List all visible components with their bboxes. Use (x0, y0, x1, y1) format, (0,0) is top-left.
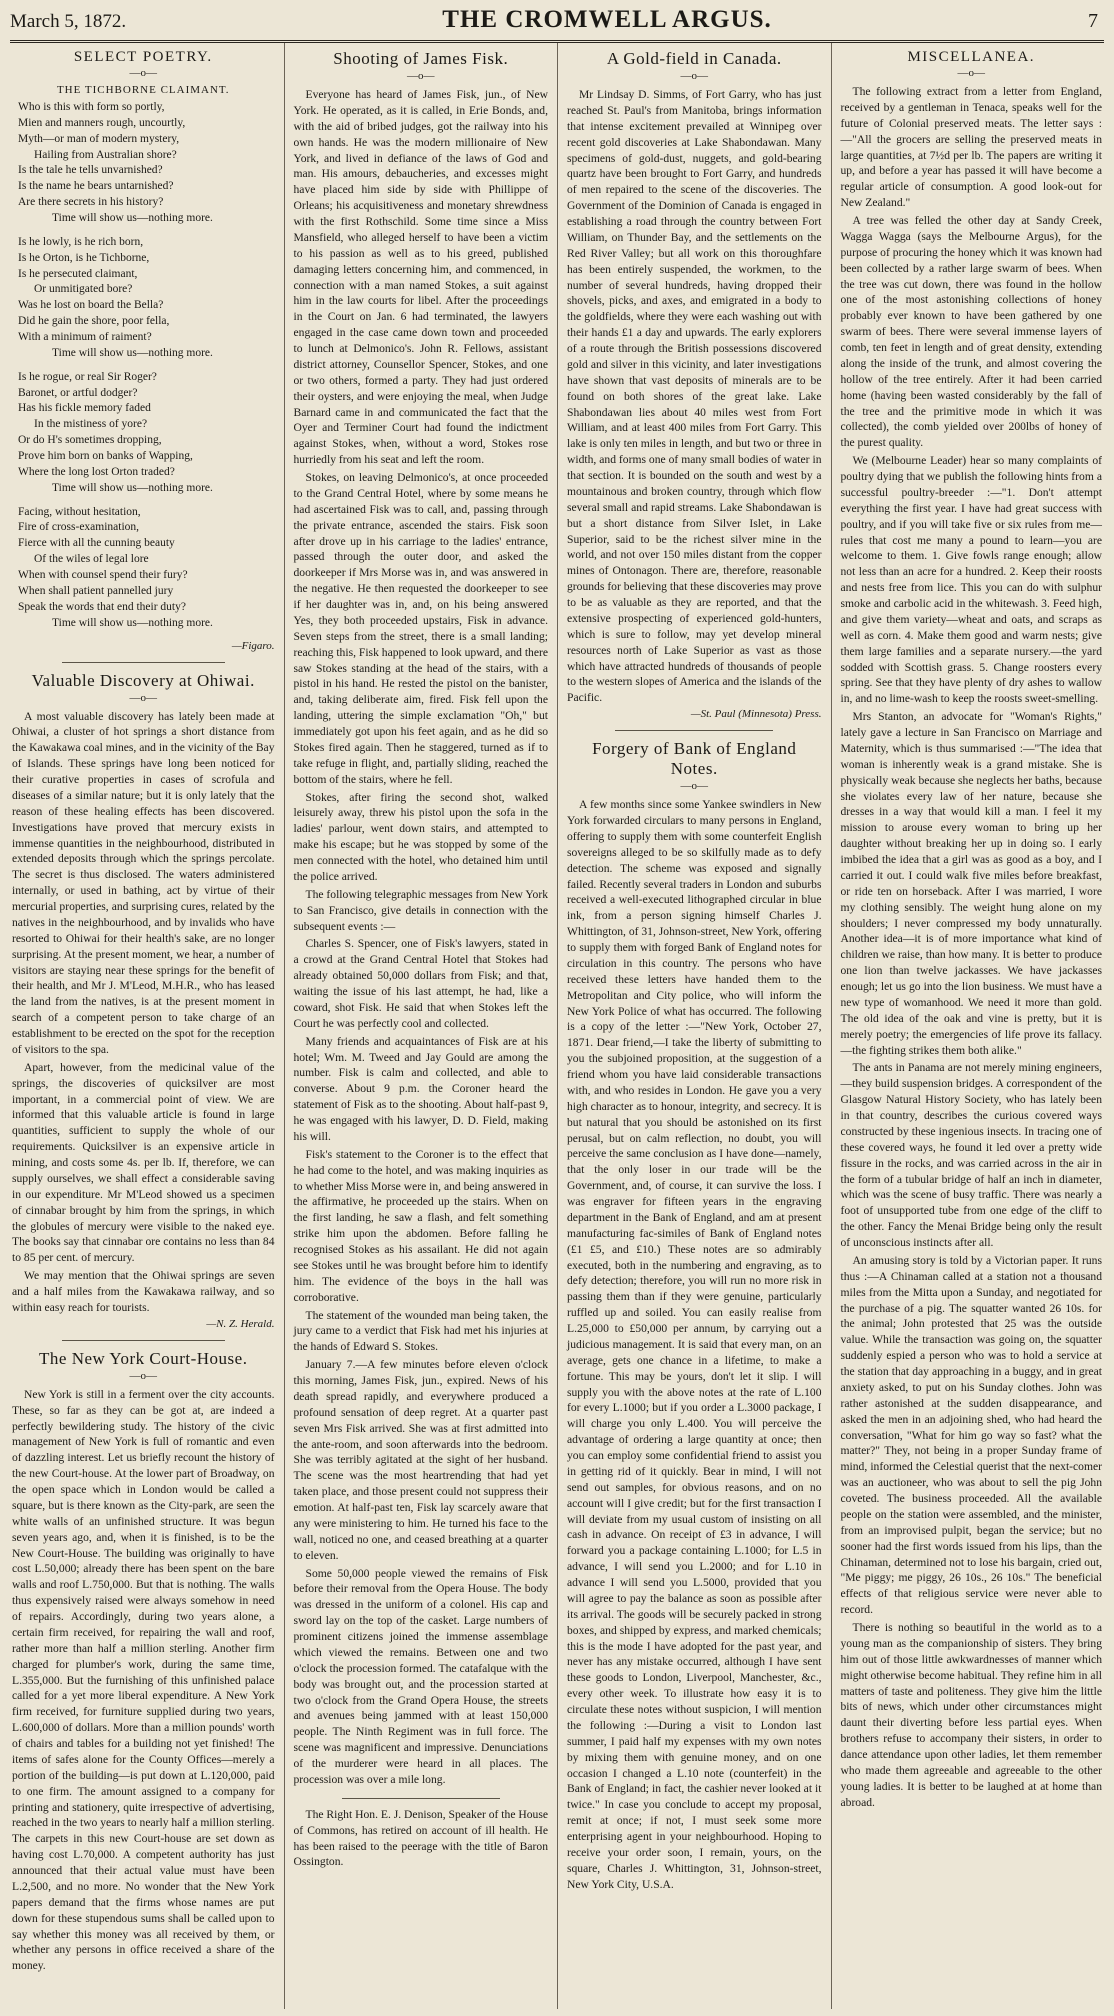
paragraph: A most valuable discovery has lately been made at Ohiwai, a cluster of hot springs a short distance from the Kawakawa coal mines, and in the vicinity of the Bay of Islands. These springs have long been noticed for their curative properties in cases of scrofula and diseases of a similar nature; but it is only lately that the reason of these healing effects has been discovered. Investigations have proved that mercury exists in immense quantities in the neighbourhood, distributed in extended deposits through which the springs percolate. The secret is thus disclosed. The waters administered internally, or used in bathing, act by virtue of their mercurial properties, and surprising cures, related by the natives in the neighbourhood, and by invalids who have resorted to Ohiwai for their health's sake, are no longer surprising. At the present moment, we hear, a number of visitors are staying near these springs for the benefit of their health, and Mr J. M'Leod, M.H.R., who has leased the land from the natives, is at the present moment in search of a competent person to take charge of an establishment to be erected on the spot for the reception of visitors to the spa. (12, 709, 275, 1056)
article-heading: Shooting of James Fisk. (333, 49, 509, 68)
poem-line: Time will show us—nothing more. (52, 346, 213, 359)
poem-line: Who is this with form so portly, (18, 101, 165, 113)
poem-line: Fierce with all the cunning beauty (18, 537, 175, 550)
article-select-poetry (12, 49, 275, 652)
poem-stanza (12, 235, 275, 362)
poem-line: With a minimum of raiment? (18, 331, 152, 344)
poem-title: THE TICHBORNE CLAIMANT. (56, 84, 230, 96)
poem-line: In the mistiness of yore? (34, 418, 148, 431)
paragraph: The Right Hon. E. J. Denison, Speaker of the House of Commons, has retired on account of ill health. He has been raised to the peerage with the title of Baron Ossington. (293, 1807, 548, 1869)
poem-line: Where the long lost Orton traded? (18, 465, 175, 478)
poem-line: Is he lowly, is he rich born, (18, 235, 144, 248)
ornament: —o— (129, 691, 157, 704)
paragraph: Charles S. Spencer, one of Fisk's lawyers, stated in a crowd at the Grand Central Hotel that Stokes had already obtained 50,000 dollars from Fisk; and that, waiting the issue of his last attempt, he had, like a coward, shot Fisk. He said that when Stokes left the Court he was perfectly cool and collected. (293, 937, 548, 1030)
article-miscellanea (841, 49, 1103, 1811)
article-heading: Valuable Discovery at Ohiwai. (31, 670, 255, 690)
article-credit: —Figaro. (231, 639, 275, 652)
poem-line: Myth—or man of modern mystery, (18, 132, 180, 145)
poem-line: Fire of cross-examination, (18, 521, 140, 534)
poem-line: When with counsel spend their fury? (18, 569, 188, 582)
poem-line: When shall patient pannelled jury (18, 584, 174, 597)
paragraph: A tree was felled the other day at Sandy Creek, Wagga Wagga (says the Melbourne Argus), for the purpose of procuring the honey which it was known had been collected by a rather large swarm of bees. When the tree was cut down, there was found in the hollow one of the most astonishing collections of honey probably ever known to have been gathered by one swarm of bees. There were several immense layers of comb, ten feet in length and of great density, extending along the inside of the trunk, and almost covering the hollow of the tree entirely. After it had been carried home (having been wasted considerably by the fall of the tree and the primitive mode in which it was collected), the comb yielded over 200lbs of honey of the purest quality. (840, 214, 1102, 450)
column-2 (284, 43, 558, 2009)
paragraph: Many friends and acquaintances of Fisk are at his hotel; Wm. M. Tweed and Jay Gould are among the number. Fisk is calm and collected, and able to converse. About 9 p.m. the Coroner heard the statement of Fisk as to the shooting. About half-past 9, he was engaged with his lawyer, D. D. Field, making his will. (293, 1034, 548, 1143)
paragraph: January 7.—A few minutes before eleven o'clock this morning, James Fisk, jun., expired. News of his death spread rapidly, and everywhere produced a profound sensation of deep regret. At a quarter past seven Mrs Fisk arrived. She was at first admitted into the ante-room, and soon afterwards into the bedroom. She was terribly agitated at the sight of her husband. The scene was the most heartrending that had yet taken place, and those present could not suppress their emotion. At half-past ten, Fisk lay scarcely aware that any were ministering to him. He turned his face to the wall, noticed no one, and ceased breathing at a quarter to eleven. (293, 1358, 548, 1562)
article-credit: —St. Paul (Minnesota) Press. (690, 708, 822, 721)
paragraph: The ants in Panama are not merely mining engineers,—they build suspension bridges. A correspondent of the Glasgow Natural History Society, who has lately been in that country, describes the curious covered ways constructed by these ingenious insects. In tracing one of these covered ways, he found it led over a pretty wide fissure in the rocks, and was carried across in the air in the form of a tubular bridge of half an inch in diameter, which was the scene of busy traffic. There was nearly a foot of unsupported tube from one edge of the cliff to the other. Fancy the Menai Bridge being only the result of unconscious instincts after all. (840, 1061, 1102, 1249)
paragraph: Mrs Stanton, an advocate for "Woman's Rights," lately gave a lecture in San Francisco on Marriage and Maternity, which is thus summarised :—"The idea that woman is inherently weak is a grand mistake. She is physically weak because she neglects her baths, because she violates every law of her nature, because she dresses in a way that would kill a man. I feel it my mission to arouse every woman to bring up her daughter without breaking her up in doing so. I early imbibed the idea that a girl was as good as a boy, and I carried it out. I could walk five miles before breakfast, or ride ten on horseback. After I was married, I wore my clothing sensibly. The weight hung alone on my shoulders; I never compressed my body unnaturally. Another idea—it is of more importance what kind of children we raise, than how many. It is better to produce one lion than twelve jackasses. We have jackasses enough; let us go into the lion business. We must have a new type of womanhood. We need it more than gold. The old idea of the oak and vine is pretty, but it is merely poetry; the emergencies of life prove its fallacy.—the fighting strikes them both alike." (840, 710, 1102, 1057)
poem-line: Are there secrets in his history? (18, 196, 164, 209)
paragraph: Some 50,000 people viewed the remains of Fisk before their removal from the Opera House. The body was dressed in the uniform of a colonel. His cap and sword lay on the top of the casket. Large numbers of prominent citizens joined the immense assemblage which viewed the remains. Between one and two o'clock the procession formed. The catafalque with the body was brought out, and the procession started at two o'clock from the Grand Opera House, the streets and avenues being jammed with at least 150,000 people. The Ninth Regiment was in full force. The scene was magnificent and impressive. Denunciations of the murderer were heard in all places. The procession was over a mile long. (293, 1566, 548, 1786)
poem-stanza (12, 100, 275, 227)
poem-line: Time will show us—nothing more. (52, 481, 213, 494)
paragraph: Stokes, after firing the second shot, walked leisurely away, threw his pistol upon the sofa in the ladies' parlour, went down stairs, and attempted to make his escape; but he was stopped by some of the men connected with the hotel, who detained him until the police arrived. (293, 790, 548, 883)
ornament: —o— (407, 70, 435, 82)
poem-line: Is he persecuted claimant, (18, 267, 138, 280)
article-heading: A Gold-field in Canada. (606, 49, 782, 68)
poem-line: Is he rogue, or real Sir Roger? (18, 370, 157, 383)
divider (342, 1798, 500, 1799)
page-number: 7 (1087, 10, 1098, 32)
paragraph: The following extract from a letter from England, received by a gentleman in Tenaca, speaks well for the future of Colonial preserved meats. The letter says :—"All the grocers are selling the preserved meats in large quantities, at 7½d per lb. The papers are writing it up, and before a year has passed it will have become a regular article of consumption. A good look-out for New Zealand." (840, 85, 1102, 210)
article-ohiwai (12, 671, 275, 1330)
poem-line: Is the tale he tells unvarnished? (18, 164, 163, 177)
article-heading: SELECT POETRY. (73, 49, 213, 65)
paragraph: Mr Lindsay D. Simms, of Fort Garry, who has just reached St. Paul's from Manitoba, brings information that intense excitement prevailed at Winnipeg over recent gold discoveries at Lake Shabondawan. Many specimens of gold-dust, nuggets, and gold-bearing quartz have been brought to Fort Garry, and hundreds of men repaired to the scene of the discoveries. The Government of the Dominion of Canada is engaged in establishing a road through the country between Fort William, on Thunder Bay, and the settlements on the Red River Valley; but all work on this thoroughfare has been entirely suspended, the workmen, to the number of several hundreds, having dropped their shovels, picks, and axes, and emigrated in a body to the goldfields, where they were each washing out with their hands £1 a day and upwards. The early explorers of a route through the British possessions discovered gold and silver in this vicinity, and later investigations have shown that vast deposits of minerals are to be found on both shores of the great lake. Lake Shabondawan lies about 40 miles west from Fort William, and at least 400 miles from Fort Garry. This lake is only ten miles in length, and but two or three in width, and forms one of many small bodies of water in that section. It is bounded on the south and west by a mountainous and broken country, through which flow several small and rapid streams. Lake Shabondawan is but a short distance from Silver Islet, in Lake Superior, said to be the richest silver mine in the world, and not over 150 miles distant from the copper mines of Ontonagon. There are, therefore, reasonable grounds for believing that these discoveries may prove to be as valuable as they are reported, and that the extensive prospecting of experienced gold-hunters, which is sure to follow, may yet develop mineral resources north of Lake Superior as vast as those which have attracted hundreds of thousands of people to the western slopes of America and the islands of the Pacific. (567, 88, 822, 705)
article-credit: —N. Z. Herald. (206, 1317, 275, 1330)
issue-date: March 5, 1872. (10, 11, 127, 32)
paragraph: An amusing story is told by a Victorian paper. It runs thus :—A Chinaman called at a station not a thousand miles from the Mitta upon a Sunday, and negotiated for the purchase of a pig. The squatter wanted 26 10s. for the animal; John protested that 25 was the outside value. While the transaction was going on, the squatter suddenly espied a person who was to hold a service at the station that day approaching in a buggy, and in great anxiety asked, to put on his Sunday clothes. John was rather astonished at the sudden disappearance, and asked the men in an adjoining shed, who had heard the conversation, "What for him go way so fast? what the matter?" They, not being in a proper Sunday frame of mind, informed the Celestial querist that the next-comer was an auctioneer, who was about to sell the pig John coveted. The business proceeded. All the available people on the station were assembled, and the minister, from an improvised pulpit, began the service; but no sooner had the first words issued from his lips, than the Chinaman, determined not to lose his bargain, cried out, "Me piggy; me piggy, 26 10s., 26 10s." The beneficial effects of that religious service were never able to record. (840, 1253, 1102, 1617)
masthead (10, 6, 1104, 43)
paragraph: Apart, however, from the medicinal value of the springs, the discoveries of quicksilver are most important, in a commercial point of view. We are informed that this valuable article is found in large quantities, sufficient to supply the whole of our requirements. Quicksilver is an expensive article in mining, and costs some 4s. per lb. If, therefore, we can supply ourselves, we shall effect a considerable saving in our expenditure. Mr M'Leod showed us a specimen of cinnabar brought by him from the springs, in which the globules of mercury were visible to the naked eye. The books say that cinnabar ore contains no less than 84 to 85 per cent. of mercury. (12, 1060, 275, 1265)
poem-line: Time will show us—nothing more. (52, 212, 213, 225)
columns (10, 43, 1104, 2009)
poem-line: Prove him born on banks of Wapping, (18, 450, 193, 463)
poem-body (12, 100, 275, 632)
article-gold-field (567, 49, 822, 720)
poem-line: Of the wiles of legal lore (34, 553, 149, 566)
paragraph: Stokes, on leaving Delmonico's, at once proceeded to the Grand Central Hotel, where by some means he had ascertained Fisk was to call, and, passing through the private entrance, ascended the stairs. Fisk soon after drove up in his carriage to the ladies' entrance, passed through the outer door, and asked the doorkeeper if Mrs Morse was in, and was answered in the negative. He then requested the doorkeeper to see if her daughter was in, and, on his being answered Yes, they both proceeded upstairs, Fisk in advance. Seven steps from the street, there is a small landing; reaching this, Fisk happened to look upward, and there saw Stokes standing at the head of the stairs, with a pistol in his hand. He rested the pistol on the banister, and, taking deliberate aim, fired. Fisk fell upon the landing, uttering the simple exclamation "Oh," but immediately got upon his feet again, and as he did so Stokes fired again. Then he staggered, turned as if to take refuge in flight, and, partially sliding, reached the bottom of the stairs, where he fell. (293, 471, 548, 786)
poem-line: Speak the words that end their duty? (18, 600, 186, 613)
poem-line: Time will show us—nothing more. (52, 616, 213, 629)
poem-line: Baronet, or artful dodger? (18, 386, 138, 399)
poem-line: Hailing from Australian shore? (34, 148, 177, 161)
poem-line: Has his fickle memory faded (18, 402, 151, 415)
paragraph: The following telegraphic messages from New York to San Francisco, give details in connection with the subsequent events :— (293, 887, 548, 933)
article-court-house (12, 1349, 275, 1974)
ornament: —o— (129, 1369, 157, 1382)
poem-line: Was he lost on board the Bella? (18, 299, 164, 312)
paragraph: We (Melbourne Leader) hear so many complaints of poultry dying that we publish the following hints from a successful poultry-breeder :—"1. Don't attempt everything the first year. I have had great success with poultry, and if you will take five or six rules from me—rules that cost me many a pound to learn—you are welcome to them. 1. Give fowls range enough; allow not less than an acre for a hundred. 2. Keep their roosts and nests free from lice. This you can do with sulphur smoke and carbolic acid in the whitewash. 3. Feed high, and give them variety—wheat and oats, and scraps as well as corn. 4. Make them good and warm nests; give them large families and a separate nursery.—the yard sodded with Scottish grass. 5. Change roosters every spring. See that they have plenty of dry ashes to wallow in, and no lime-wash to keep the roosts sweet-smelling. (840, 454, 1102, 706)
column-3 (557, 43, 831, 2009)
ornament: —o— (680, 780, 708, 793)
divider (62, 1340, 225, 1341)
article-heading: Forgery of Bank of England Notes. (592, 739, 797, 779)
poem-line: Is the name he bears untarnished? (18, 180, 174, 193)
paragraph: New York is still in a ferment over the city accounts. These, so far as they can be got at, are indeed a perfectly bewildering study. The history of the civic management of New York is full of romantic and even of dazzling interest. Let us briefly recount the history of the new Court-house. At the lower part of Broadway, on the open space which in London would be called a square, but is there known as the City-park, are seen the white walls of an unfinished structure. It was begun seven years ago, and, when it is finished, is to be the New Court-House. The building was originally to have cost L.50,000; already there has been spent on the bare walls and roof L.750,000. But that is nothing. The walls thus expensively raised were always somehow in need of repairs. Accordingly, during two years alone, a certain firm received, for repairing the wall and roof, rather more than half a million sterling. Another firm charged for plumber's work, during the same time, L.355,000. But the furnishing of this unfinished palace called for a yet more liberal expenditure. A New York firm received, for furniture supplied during two years, L.600,000 of dollars. More than a million pounds' worth of chairs and tables for a building not yet finished! The items of safes alone for the County Offices—merely a portion of the building—is put down at L.120,000, paid to one firm. The amount assigned to a company for printing and stationery, quite irrespective of advertising, reached in the two years to nearly half a million sterling. The carpets in this new Court-house are set down as having cost L.70,000. A competent authority has just announced that their actual value must have been L.2,500, and no more. No wonder that the New York papers demand that the firms whose names are put down for these stupendous sums shall be called upon to say whether this money was all received by them, or whether any persons in office received a share of the money. (12, 1387, 275, 1973)
paragraph: The statement of the wounded man being taken, the jury came to a verdict that Fisk had met his injuries at the hands of Edward S. Stokes. (293, 1308, 548, 1354)
ornament: —o— (957, 67, 985, 79)
column-1 (10, 43, 284, 2009)
article-fisk (294, 49, 549, 1788)
paragraph: We may mention that the Ohiwai springs are seven and a half miles from the Kawakawa railway, and so within easy reach for tourists. (12, 1269, 275, 1314)
paragraph: Fisk's statement to the Coroner is to the effect that he had come to the hotel, and was making inquiries as to whether Miss Morse were in, and being answered in the affirmative, he proceeded up the stairs. When on the first landing, he saw a flash, and felt something strike him upon the abdomen. Before falling he recognised Stokes as his assailant. He did not again see Stokes until he was brought before him to identify him. The evidence of the boys in the hall was corroborative. (293, 1147, 548, 1304)
divider (615, 730, 773, 731)
poem-line: Or unmitigated bore? (34, 283, 133, 296)
paragraph: A few months since some Yankee swindlers in New York forwarded circulars to many persons in England, offering to supply them with some counterfeit English sovereigns alleged to be so skilfully made as to defy detection. The scheme was exposed and signally failed. Recently several traders in London and suburbs received a well-executed lithographed circular in blue ink, from a person signing himself Charles J. Whittington, of 31, Johnson-street, New York, offering to supply them with forged Bank of England notes for circulation in this country. The persons who have received these letters have handed them to the Metropolitan and City police, who will inform the New York Police of what has occurred. The following is a copy of the letter :—"New York, October 27, 1871. Dear friend,—I take the liberty of submitting to you the subjoined proposition, at the suggestion of a friend whom you have laid considerable transactions with, and who resides in London. He gave you a very high character as to honour, integrity, and secrecy. It is but natural that you should be astonished on its first perusal, but on calm reflection, no doubt, you will perceive the same conclusion as I have done—namely, that the only loser in our trade will be the Government, and, of course, it can survive the loss. I was engraver for fifteen years in the engraving department in the Bank of England, and am at present manufacturing fac-similes of Bank of England notes (£1 £5, and £10.) These notes are so admirably executed, both in the numbering and engraving, as to defy detection; therefore, you will run no more risk in passing them than if they were genuine, particularly ruffled up and soiled. You can easily realise from L.25,000 to £50,000 per annum, by carrying out a judicious management. It is said that every man, on an average, gets one chance in a lifetime, to make a fortune. This may be yours, don't let it slip. I will supply you with the above notes at the rate of L.100 for every L.1000; but if you order a L.3000 package, I will charge you only L.400. You will perceive the advantage of ordering a large quantity at once; then you can employ some confidential friend to assist you in getting rid of it quickly. Bear in mind, I will not send out samples, for obvious reasons, and on no account will I give credit; but for the first transaction I will deviate from my usual custom of insisting on all cash in advance. On receipt of £3 in advance, I will forward you a package containing L.1000; for L.5 in advance, I will send you L.2000; and for L.10 in advance I will send you L.5000, provided that you will agree to pay the balance as soon as possible after its arrival. The goods will be securely packed in strong boxes, and shipped by express, and marked chemicals; this is the mode I have adopted for the past year, and never has any mistake occurred, although I have sent these goods to London, Liverpool, Manchester, &c., every other week. To illustrate how easy it is to circulate these notes without suspicion, I will mention the following :—During a visit to London last summer, I paid half my expenses with my own notes by mixing them with genuine money, and on one occasion I changed a L.10 note (counterfeit) in the Bank of England; in fact, the cashier never looked at it twice." In case you conclude to accept my proposal, remit at once; if not, I must seek some more enterprising agent in your neighbourhood. Hoping to receive your order soon, I remain, yours, on the square, Charles J. Whittington, 31, Johnson-street, New York City, U.S.A. (567, 798, 822, 1891)
article-heading: MISCELLANEA. (907, 49, 1036, 65)
article-forgery (567, 739, 822, 1892)
poem-line: Facing, without hesitation, (18, 505, 141, 518)
poem-stanza (12, 370, 275, 497)
newspaper-title: THE CROMWELL ARGUS. (442, 6, 772, 33)
article-denison (294, 1807, 549, 1871)
ornament: —o— (680, 70, 708, 82)
poem-line: Mien and manners rough, uncourtly, (18, 116, 186, 129)
paragraph: Everyone has heard of James Fisk, jun., of New York. He operated, as it is called, in Erie Bonds, and, with the aid of bribed judges, got the railway into his own hands. He was the modern millionaire of New York, and lived in defiance of the laws of God and man. His amours, debaucheries, and excesses might have placed him side by side with Phillippe of Orleans; his acquisitiveness and monetary shrewdness with the first Rothschild. Some time since a Miss Mansfield, who alleged herself to have been a victim to his passion as well as to his greed, published damaging letters concerning him, and commenced, in connection with a man named Stokes, a suit against him in the law courts for libel. After the proceedings in the Court on Jan. 6 had terminated, the lawyers engaged in the case came down town and proceeded to lunch at Delmonico's. John R. Fellows, assistant district attorney, Counsellor Spencer, Stokes, and one or two others, formed a party. They had just ordered their oysters, and were enjoying the meal, when Judge Barnard came in and communicated the fact that the Oyer and Terminer Court had found the indictment against Stokes, when, without a word, Stokes rose hurriedly from his seat and left the room. (293, 88, 548, 467)
poem-line: Is he Orton, is he Tichborne, (18, 251, 150, 264)
article-heading: The New York Court-House. (39, 1348, 248, 1368)
poem-stanza (12, 505, 275, 632)
poem-line: Did he gain the shore, poor fella, (18, 315, 170, 328)
column-4 (831, 43, 1105, 2009)
paragraph: There is nothing so beautiful in the world as to a young man as the companionship of sisters. They bring him out of those little awkwardnesses of manner which might otherwise become habitual. They refine him in all matters of taste and politeness. They give him the little bits of news, which under other circumstances might daunt their diverting before less partial eyes. When brothers refuse to accompany their sisters, in order to dance attendance upon other ladies, let them remember who made them agreeable and agreeable to the other young ladies. It is better to be laughed at at home than abroad. (840, 1621, 1102, 1809)
ornament: —o— (129, 67, 157, 79)
poem-line: Or do H's sometimes dropping, (18, 434, 162, 447)
divider (62, 662, 225, 663)
